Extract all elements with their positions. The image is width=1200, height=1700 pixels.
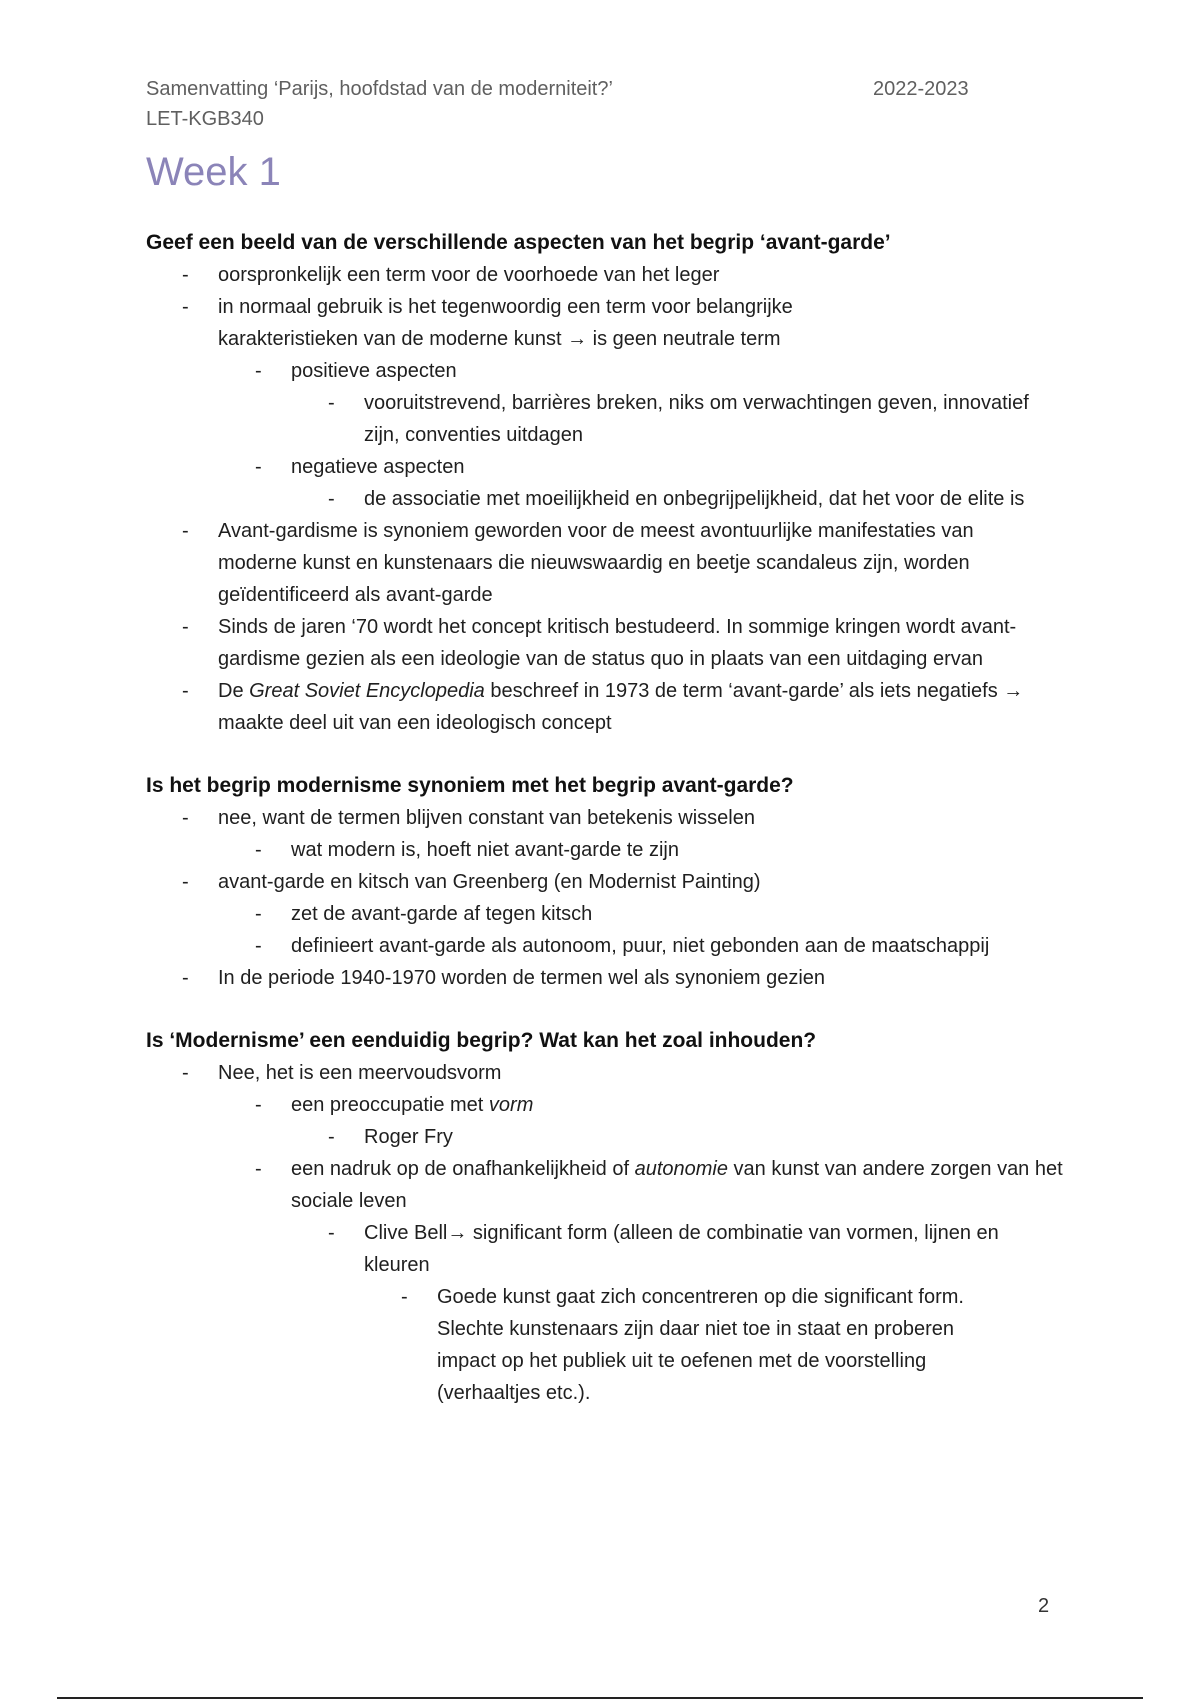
emphasis-term: autonomie	[634, 1158, 728, 1180]
bullet-list	[146, 1057, 1063, 1409]
list-item: - een nadruk op de onafhankelijkheid of autonomie van kunst van andere zorgen van het sociale leven	[146, 1153, 1071, 1217]
document-header	[146, 74, 1006, 134]
document-title: Samenvatting ‘Parijs, hoofdstad van de moderniteit?’	[146, 78, 613, 100]
list-item: - een preoccupatie met vorm	[146, 1089, 1046, 1121]
page-number: 2	[1038, 1595, 1050, 1617]
list-item: - Clive Bell→ significant form (alleen de combinatie van vormen, lijnen en kleuren	[146, 1217, 1044, 1281]
bullet-list	[146, 259, 1046, 739]
list-item: - wat modern is, hoeft niet avant-garde te zijn	[146, 834, 1046, 866]
academic-year: 2022-2023	[873, 78, 969, 100]
list-item: - Goede kunst gaat zich concentreren op die significant form. Slechte kunstenaars zijn daar niet toe in staat en proberen impact op het publiek uit te oefenen met de voorstelling (verhaaltjes etc.).	[146, 1281, 1007, 1409]
section-question: Is het begrip modernisme synoniem met het begrip avant-garde?	[146, 774, 794, 797]
list-item: - Nee, het is een meervoudsvorm	[146, 1057, 1046, 1089]
course-code: LET-KGB340	[146, 108, 264, 130]
list-item: - Roger Fry	[146, 1121, 1046, 1153]
section-question: Geef een beeld van de verschillende aspecten van het begrip ‘avant-garde’	[146, 231, 891, 254]
week-heading: Week 1	[146, 150, 281, 194]
list-item: - positieve aspecten	[146, 355, 1046, 387]
list-item: - avant-garde en kitsch van Greenberg (en Modernist Painting)	[146, 866, 1046, 898]
list-item: - definieert avant-garde als autonoom, puur, niet gebonden aan de maatschappij	[146, 930, 1011, 962]
list-item: - De Great Soviet Encyclopedia beschreef in 1973 de term ‘avant-garde’ als iets negatiefs → maakte deel uit van een ideologisch concept	[146, 675, 1058, 739]
section-avant-garde-aspects	[146, 227, 1046, 739]
emphasis-term: vorm	[488, 1094, 534, 1116]
document-body	[146, 227, 1063, 1440]
section-question: Is ‘Modernisme’ een eenduidig begrip? Wat kan het zoal inhouden?	[146, 1029, 817, 1052]
list-item: - in normaal gebruik is het tegenwoordig een term voor belangrijke karakteristieken van de moderne kunst → is geen neutrale term	[146, 291, 918, 355]
list-item: - nee, want de termen blijven constant van betekenis wisselen	[146, 802, 1046, 834]
section-modernism-synonym	[146, 770, 1046, 994]
list-item: - zet de avant-garde af tegen kitsch	[146, 898, 1046, 930]
section-modernism-meaning	[146, 1025, 1063, 1409]
list-item: - In de periode 1940-1970 worden de termen wel als synoniem gezien	[146, 962, 1046, 994]
list-item: - de associatie met moeilijkheid en onbegrijpelijkheid, dat het voor de elite is	[146, 483, 1044, 515]
list-item: - negatieve aspecten	[146, 451, 1046, 483]
list-item: - vooruitstrevend, barrières breken, niks om verwachtingen geven, innovatief zijn, conventies uitdagen	[146, 387, 1044, 451]
book-title: Great Soviet Encyclopedia	[249, 680, 485, 702]
bullet-list	[146, 802, 1046, 994]
list-item: - oorspronkelijk een term voor de voorhoede van het leger	[146, 259, 1046, 291]
footer-divider	[57, 1697, 1143, 1699]
list-item: - Sinds de jaren ‘70 wordt het concept kritisch bestudeerd. In sommige kringen wordt avant-gardisme gezien als een ideologie van de status quo in plaats van een uitdaging ervan	[146, 611, 1058, 675]
list-item: - Avant-gardisme is synoniem geworden voor de meest avontuurlijke manifestaties van moderne kunst en kunstenaars die nieuwswaardig en beetje scandaleus zijn, worden geïdentificeerd als avant-garde	[146, 515, 1058, 611]
